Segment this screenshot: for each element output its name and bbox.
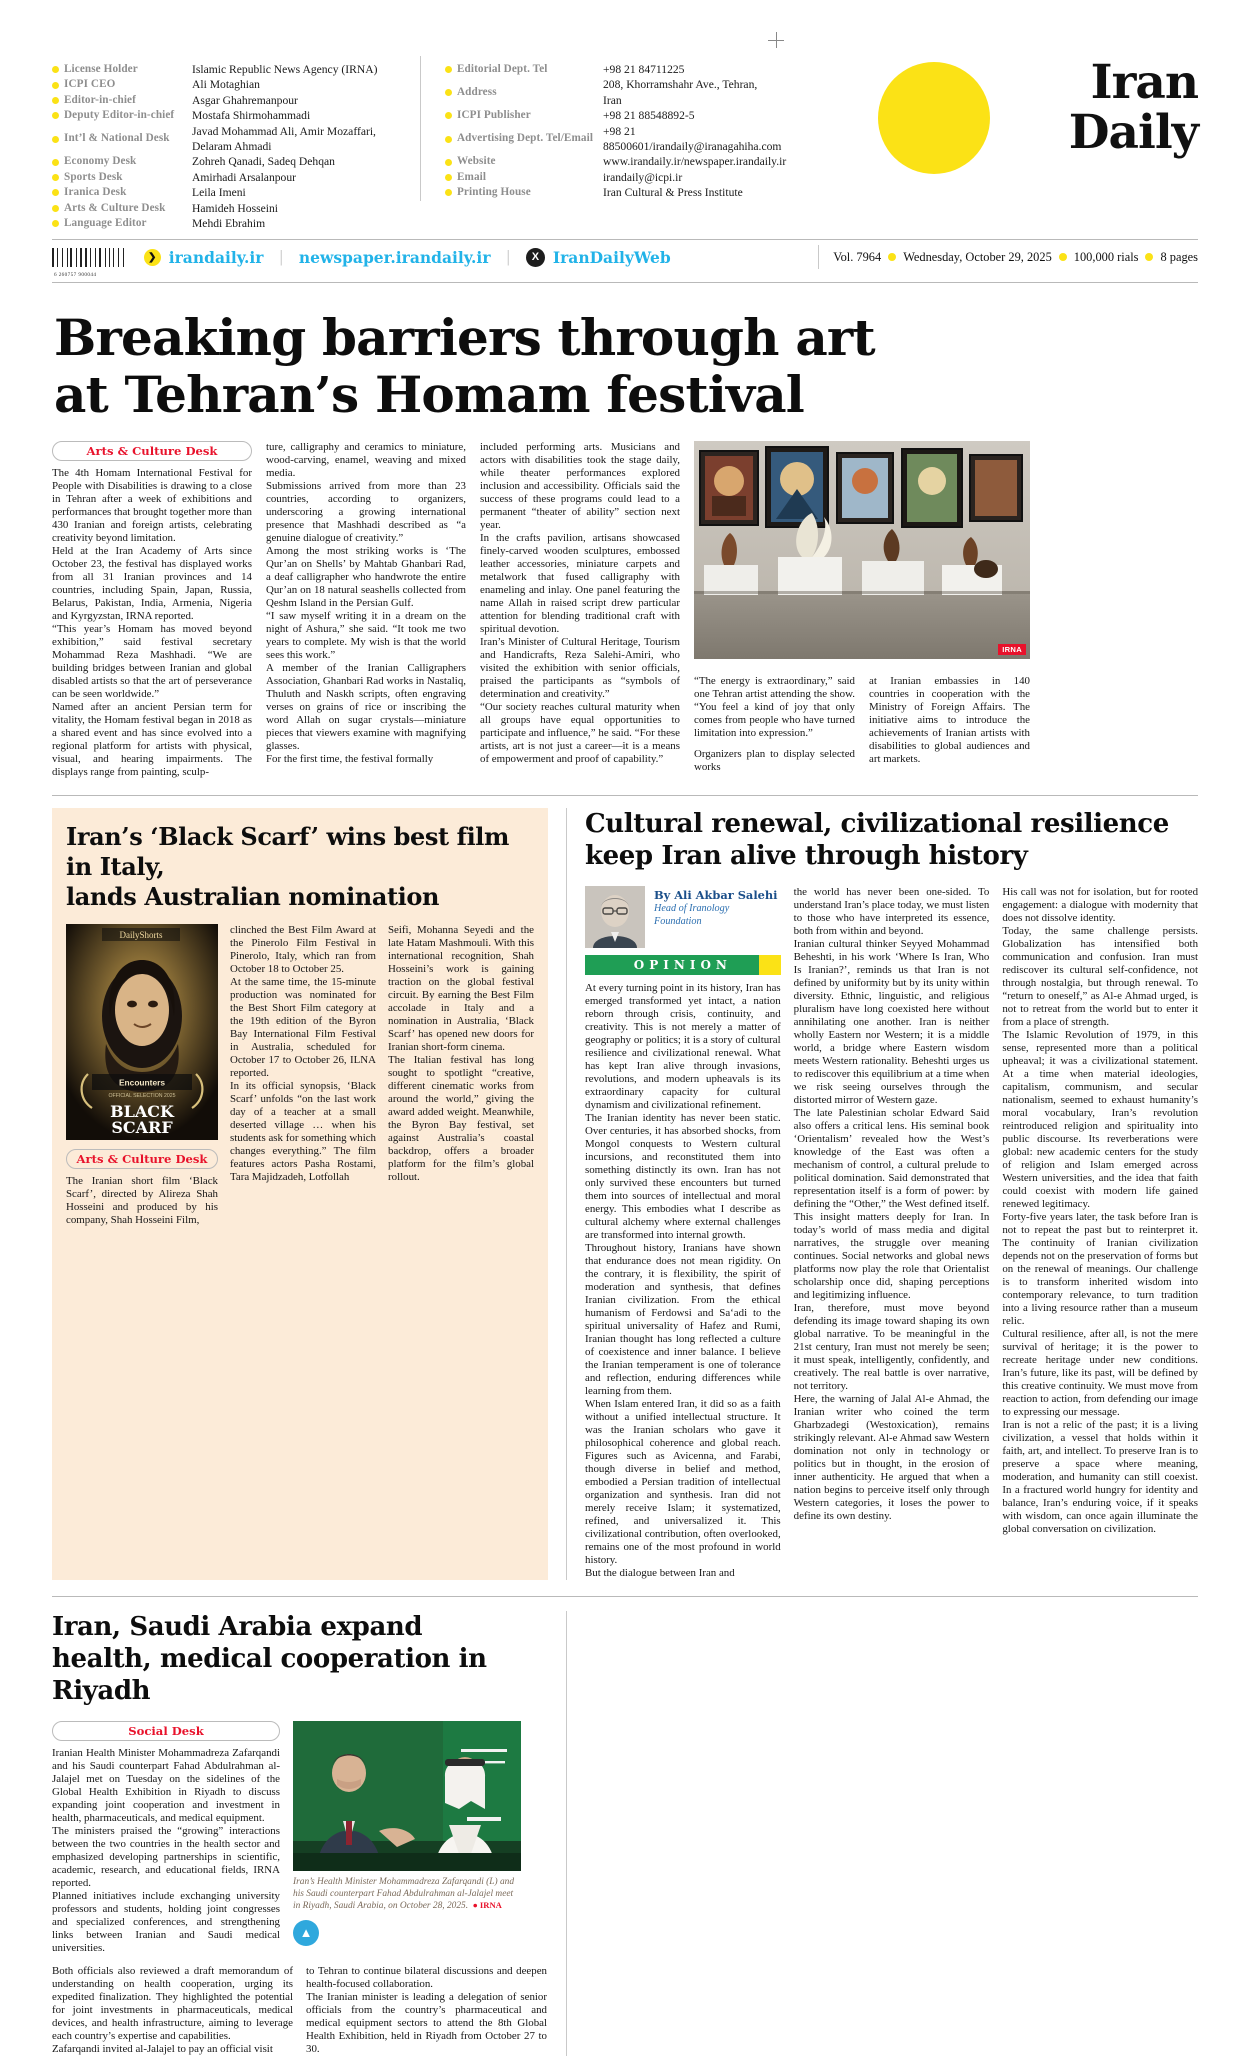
lead-story [52,441,1198,779]
logo-line-2: Daily [1068,105,1198,160]
saudi-headline [52,1611,548,1707]
bullet-icon-1 [888,253,896,261]
opinion-label-wrap [585,955,781,975]
saudi-paragraph: to Tehran to continue bilateral discussions and deepen health-focused collaboration. [306,1965,547,1991]
black-scarf-paragraph: The Italian festival has long sought to spotlight “creative, different cinematic works from around the world,” giving the award added weight. Meanwhile, the Byron Bay festival, set against Australia’s coastal backdrop, offers a broader platform for the film’s global rollout. [388,1054,534,1184]
masthead-contact-column [420,56,787,201]
photo-credit-badge: IRNA [998,644,1026,655]
bullet-icon [52,189,59,196]
masthead-contact-value: irandaily@icpi.ir [603,170,683,184]
masthead-contact-label-text: Website [457,155,496,168]
masthead-contact-label [445,62,603,77]
lead-paragraph: ture, calligraphy and ceramics to miniature, wood-carving, enamel, weaving and mixed media. [266,441,466,480]
page-sheet [52,56,1198,2056]
masthead-staff-label [52,62,192,77]
masthead-staff-label [52,124,192,155]
opinion-paragraph: When Islam entered Iran, it did so as a faith without a unified intellectual structure. It was the Iranian scholars who gave it philosophical coherence and global reach. Figures such as Avicenna, and Farabi, though diverse in belief and method, embodied a Persian tradition of intellectual organization and synthesis. Iran did not merely receive Islam; it systematized, refined, and universalized it. This civilizational contribution, often overlooked, remains one of the most profound in world history. [585,1398,781,1567]
bullet-icon [52,82,59,89]
lead-paragraph: In the crafts pavilion, artisans showcased finely-carved wooden sculptures, embossed leather accessories, miniature carpets and metalwork that fused calligraphy with enameling and inlay. One panel featuring the name Allah in raised script drew particular attention for blending traditional craft with spiritual devotion. [480,532,680,636]
barcode-bar [123,248,124,267]
x-twitter-icon[interactable]: X [526,248,545,267]
lead-column-3 [480,441,680,779]
opinion-paragraph: Today, the same challenge persists. Globalization has intensified both communication and confusion. Iran must rediscover its cultural self-confidence, not through nostalgia, but through renewal. To “return to oneself,” as Al-e Ahmad urged, is not to retreat from the world but to enter it from a place of strength. [1002,925,1199,1029]
bullet-icon [445,89,452,96]
saudi-paragraph: The Iranian minister is leading a delegation of senior officials from the country’s pharmaceutical and medical equipment sectors to attend the 8th Global Health Exhibition, held in Riyadh from October 27 to 30. [306,1991,547,2056]
masthead-staff-column [52,56,412,231]
masthead-staff-label [52,154,192,169]
masthead-staff-label-text: Editor-in-chief [64,93,136,106]
logo-text [1068,55,1198,160]
bullet-icon [52,136,59,143]
black-scarf-paragraph: In its official synopsis, ‘Black Scarf’ unfolds “on the last work day of a teacher at a small deserted village … when his students ask for something which changes everything.” The film features actors Pasha Rostami, Tara Majidzadeh, Lotfollah [230,1080,376,1184]
masthead-staff-value: Amirhadi Arsalanpour [192,170,296,184]
barcode-bar [70,248,72,267]
barcode-bar [62,248,63,267]
masthead-staff-value: Zohreh Qanadi, Sadeq Dehqan [192,155,335,169]
masthead-contact-value: 208, Khorramshahr Ave., Tehran, Iran [603,78,758,107]
barcode-bar [55,248,56,267]
lead-paragraph: Organizers plan to display selected works [694,748,855,774]
bullet-icon [445,174,452,181]
bottom-section [52,1611,1198,2056]
opinion-paragraph: The Iranian identity has never been static. Over centuries, it has absorbed shocks, from Mongol conquests to Western cultural incursions, and reconstituted them into something distinctly its own. Iran has not only survived these encounters but turned them into sources of intellectual and moral energy. This embodies what I describe as cultural alchemy where external challenges are transformed into internal growth. [585,1112,781,1242]
black-scarf-column-3 [388,924,534,1227]
link-newspaper-irandaily-ir[interactable]: newspaper.irandaily.ir [298,247,491,267]
masthead-staff-label [52,108,192,123]
barcode-bar [52,248,54,267]
opinion-author-role-1: Head of Iranology [654,903,730,915]
crop-mark-icon [768,32,784,48]
barcode-bar [113,248,114,267]
barcode-bar [90,248,91,267]
svg-text:SCARF: SCARF [111,1118,173,1138]
barcode-bar [107,248,108,267]
link-separator-2: | [506,247,510,267]
bullet-icon-2 [1059,253,1067,261]
masthead-contact-label-text: ICPI Publisher [457,109,531,122]
barcode-bar [105,248,106,267]
barcode-bar [78,248,79,267]
saudi-headline-line-1: Iran, Saudi Arabia expand [52,1612,423,1643]
lead-paragraph: For the first time, the festival formally [266,753,434,766]
iran-daily-logo [868,52,1198,182]
bullet-icon [52,97,59,104]
masthead-contact-label-text: Address [457,86,497,99]
opinion-paragraph: At every turning point in its history, Iran has emerged transformed yet intact, a nation reborn through crisis, continuity, and creativity. This is not merely a matter of geography or politics; it is a story of cultural resilience and civilizational renewal. What has kept Iran alive through invasions, revolutions, and modern upheavals is its extraordinary capacity for cultural dynamism and civilizational refinement. [585,982,781,1112]
saudi-headline-line-2: health, medical cooperation in Riyadh [52,1644,487,1707]
masthead-contact-value: +98 21 88500601/irandaily@iranagahiha.com [603,124,782,154]
issue-pages: 8 pages [1160,249,1198,264]
masthead-staff-value: Leila Imeni [192,186,246,200]
bullet-icon [52,220,59,227]
lead-column-4 [694,667,855,774]
barcode-bar [58,248,60,267]
masthead-contact-value: +98 21 84711225 [603,63,685,76]
lead-paragraph: Held at the Iran Academy of Arts since October 23, the festival has displayed works from all 31 Iranian provinces and 14 countries, including Spain, Japan, Russia, Belarus, Pakistan, India, Armenia, Nigeria and Kyrgyzstan, IRNA reported. [52,545,252,623]
black-scarf-paragraph: The Iranian short film ‘Black Scarf’, directed by Alireza Shah Hosseini and produced by his company, Shah Hosseini Film, [66,1175,218,1227]
author-portrait [585,886,645,948]
masthead-contact-value: Iran Cultural & Press Institute [603,186,743,200]
opinion-paragraph: Cultural resilience, after all, is not the mere survival of heritage; it is the power to recreate heritage under new conditions. Iran’s future, like its past, will be defined by this creative continuity. We must move from reaction to action, from defending our image to expressing our message. [1002,1328,1199,1419]
lead-photo-block [694,441,1030,779]
info-bar [52,240,1198,278]
desk-badge-arts-culture: Arts & Culture Desk [52,441,252,461]
masthead-contact-label-text: Printing House [457,186,531,199]
barcode-bar [95,248,96,267]
masthead-staff-value: Mehdi Ebrahim [192,217,266,231]
masthead-staff-value: Ali Motaghian [192,78,260,92]
masthead-contact-label [445,154,603,169]
masthead-contact-label [445,124,603,155]
masthead-contact-label [445,185,603,200]
black-scarf-columns [66,924,534,1227]
saudi-photo-image [293,1721,521,1871]
black-scarf-column-2 [230,924,376,1227]
masthead-staff-label-text: Iranica Desk [64,186,127,199]
masthead-contact-label [445,108,603,123]
logo-circle-icon [878,62,990,174]
masthead-staff-row [52,154,412,169]
masthead-contact-value: www.irandaily.ir/newspaper.irandaily.ir [603,155,787,169]
bullet-icon [52,159,59,166]
masthead-staff-label [52,216,192,231]
lead-paragraph: “The energy is extraordinary,” said one Tehran artist attending the show. “You feel a kind of joy that only comes from people who have turned limitation into expression.” [694,675,855,740]
black-scarf-headline [66,822,534,912]
opinion-paragraph: The late Palestinian scholar Edward Said also offers a critical lens. His seminal book ‘Orientalism’ revealed how the West’s knowledge of the East was often a mechanism of control, a cultural prelude to political domination. Said demonstrated that representation itself is a form of power: by defining the “Other,” the West defined itself. This insight matters deeply for Iran. In today’s world of mass media and digital narratives, the struggle over meaning continues. Social networks and global news platforms now play the role that Orientalist scholarship once did, shaping perceptions and legitimizing influence. [793,1107,990,1302]
opinion-paragraph: Here, the warning of Jalal Al-e Ahmad, the Iranian writer who coined the term Gharbzadegi (Westoxication), remains strikingly relevant. Al-e Ahmad saw Western domination not only in technology or politics but in thought, in the erosion of inner authenticity. He argued that when a nation begins to perceive itself only through Western categories, it loses the power to define its own destiny. [793,1393,990,1523]
avatar [585,886,645,948]
masthead-staff-row [52,93,412,108]
black-scarf-paragraph: At the same time, the 15-minute production was nominated for the Best Short Film category at the 19th edition of the Byron Bay International Film Festival in Australia, scheduled for October 17 to October 26, ILNA reported. [230,976,376,1080]
black-scarf-poster-column [66,924,218,1227]
masthead-staff-row [52,170,412,185]
black-scarf-paragraph: clinched the Best Film Award at the Pinerolo Film Festival in Pinerolo, Italy, which ran from October 18 to October 25. [230,924,376,976]
black-scarf-headline-line-2: lands Australian nomination [66,882,440,912]
masthead-staff-value: Asgar Ghahremanpour [192,93,298,107]
svg-text:OFFICIAL SELECTION 2025: OFFICIAL SELECTION 2025 [108,1093,176,1100]
masthead-staff-label-text: Language Editor [64,217,147,230]
opinion-author-meta [654,886,778,948]
barcode-bar [64,248,66,267]
lead-paragraph: Among the most striking works is ‘The Qur’an on Shells’ by Mahtab Ghanbari Rad, a deaf calligrapher who handwrote the entire Qur’an on 18 natural seashells collected from Qeshm Island in the Persian Gulf. [266,545,466,610]
barcode-icon [52,248,126,267]
lead-photo [694,441,1030,659]
expand-photo-button[interactable]: ▲ [293,1920,319,1946]
masthead-contact-row [445,170,778,185]
svg-text:Encounters: Encounters [118,1077,166,1088]
masthead-staff-value: Islamic Republic News Agency (IRNA) [192,63,378,76]
lead-paragraph: “I saw myself writing it in a dream on the night of Ashura,” she said. “It took me two years to complete. My wish is that the world sees this work.” [266,610,466,662]
lead-paragraph: at Iranian embassies in 140 countries in cooperation with the Ministry of Foreign Affairs. The initiative aims to introduce the achievements of Iranian artists with disabilities to global audiences and art markets. [869,675,1030,766]
saudi-paragraph: Planned initiatives include exchanging university professors and students, holding joint congresses and specialized conferences, and strengthening links between Iranian and Saudi medical universities. [52,1890,280,1955]
chevron-right-icon: ❯ [144,249,161,266]
link-separator-1: | [279,247,283,267]
masthead-staff-label [52,170,192,185]
masthead-staff-label-text: Arts & Culture Desk [64,201,166,214]
bullet-icon-3 [1145,253,1153,261]
headline-line-2: at Tehran’s Homam festival [54,365,805,425]
bullet-icon [445,136,452,143]
masthead-contact-label [445,77,603,108]
opinion-paragraph: His call was not for isolation, but for rooted engagement: a dialogue with modernity that does not dissolve identity. [1002,886,1199,925]
barcode-bar [73,248,75,267]
lead-photo-image [694,441,1030,659]
barcode-bar [88,248,89,267]
opinion-paragraph: the world has never been one-sided. To understand Iran’s place today, we must listen to those who have interpreted its essence, both from within and beyond. [793,886,990,938]
page-title [54,309,1198,423]
lead-paragraph: The 4th Homam International Festival for People with Disabilities is drawing to a close in Tehran after a week of exhibitions and performances that brought together more than 430 Iranian and foreign artists, celebrating creativity beyond limitation. [52,467,252,545]
opinion-paragraph: The Islamic Revolution of 1979, in this sense, represented more than a political upheaval; it was a civilizational statement. At a time when material ideologies, capitalism, communism, and secular nationalism, seemed to exhaust humanity’s moral vocabulary, Iran’s revolution reintroduced religion and spirituality into public discourse. Its reverberations were global: new academic centers for the study of religion and Islam emerged across Western universities, and the idea that faith could coexist with modern life gained renewed legitimacy. [1002,1029,1199,1211]
info-bar-links [52,247,671,278]
masthead-contact-row [445,124,782,155]
lead-column-5 [869,667,1030,774]
masthead-staff-row [52,124,412,155]
saudi-photo-caption [293,1877,521,1912]
headline-line-1: Breaking barriers through art [54,308,875,368]
masthead-contact-row [445,62,778,77]
bullet-icon [52,66,59,73]
barcode-bar [83,248,84,267]
opinion-paragraph: But the dialogue between Iran and [585,1567,735,1580]
barcode-bar [76,248,77,267]
opinion-author-role-2: Foundation [654,916,702,928]
lead-paragraph: “Our society reaches cultural maturity when all groups have equal opportunities to participate and influence,” he said. “For these artists, art is not just a career—it is a means of empowerment and proof of capability.” [480,701,680,766]
masthead-contact-row [445,77,778,108]
black-scarf-headline-line-1: Iran’s ‘Black Scarf’ wins best film in Italy, [66,822,509,882]
saudi-bottom-columns [52,1965,548,2056]
barcode-bar [102,248,104,267]
bullet-icon [445,159,452,166]
lead-paragraph: included performing arts. Musicians and actors with disabilities took the stage daily, while theater performances explored inclusion and accessibility. Officials said the success of these programs could lead to a permanent “theater of ability” section next year. [480,441,680,532]
issue-price: 100,000 rials [1073,249,1139,264]
saudi-column-b1 [52,1965,293,2056]
masthead-contact-label-text: Editorial Dept. Tel [457,63,548,75]
issue-info [818,245,1198,269]
lead-section-divider [52,795,1198,796]
lead-paragraph: Submissions arrived from more than 23 countries, according to organizers, underscoring a growing international presence that Mashhadi described as “a genuine dialogue of creativity.” [266,480,466,545]
opinion-headline [585,808,1198,872]
lead-column-1 [52,441,252,779]
barcode-bar [120,248,122,267]
masthead-contact-row [445,108,778,123]
opinion-author [585,886,781,948]
opinion-headline-line-1: Cultural renewal, civilizational resilience [585,809,1169,840]
saudi-paragraph: Both officials also reviewed a draft memorandum of understanding on health cooperation, urging its expedited finalization. They highlighted the potential for joint investments in pharmaceuticals, medical devices, and health infrastructure, aiming to leverage each country’s expertise and capabilities. [52,1965,293,2043]
barcode-bar [92,248,94,267]
masthead-staff-label-text: License Holder [64,63,138,75]
barcode-bar [99,248,101,267]
masthead-contact-label-text: Email [457,170,487,183]
lead-paragraph: “This year’s Homam has moved beyond exhibition,” said festival secretary Mohammad Reza Mashhadi. “We are building bridges between Iranian and global disabled artists so that the art of perseverance can be seen worldwide.” [52,623,252,701]
masthead-contact-row [445,185,778,200]
barcode-bar [68,248,69,267]
lead-paragraph: A member of the Iranian Calligraphers Association, Ghanbari Rad works in Nastaliq, Thuluth and Naskh scripts, often engraving verses on grains of rice or inscribing the word Allah on sugar crystals—miniature pieces that viewers examine with magnifying glasses. [266,662,466,753]
lead-photo-caption-cols [694,667,1030,774]
masthead-staff-label-text: Economy Desk [64,155,137,168]
saudi-caption-text: Iran’s Health Minister Mohammadreza Zafarqandi (L) and his Saudi counterpart Fahad Abdulrahman al-Jalajel meet in Riyadh, Saudi Arabia, on October 28, 2025. [293,1877,515,1911]
barcode-bar [85,248,87,267]
opinion-paragraph: Throughout history, Iranians have shown that endurance does not mean rigidity. On the contrary, it is flexibility, the spirit of moderation and synthesis, that defines Iranian civilization. From the ethical humanism of Ferdowsi and Sa‘adi to the spiritual universality of Hafez and Rumi, Iranian thought has long reflected a culture of coexistence and inner balance. I believe the Iranian temperament is one of tolerance and reflection, enduring differences while learning from them. [585,1242,781,1398]
saudi-paragraph: Iranian Health Minister Mohammadreza Zafarqandi and his Saudi counterpart Fahad Abdulrahman al-Jalajel met on Tuesday on the sidelines of the Global Health Exhibition in Riyadh to discuss expanding joint cooperation and investment in health, pharmaceuticals, and medical equipment. [52,1747,280,1825]
masthead-staff-value: Javad Mohammad Ali, Amir Mozaffari, Delaram Ahmadi [192,124,376,154]
barcode-bar [97,248,98,267]
masthead-staff-row [52,62,412,77]
lead-paragraph: Iran’s Minister of Cultural Heritage, Tourism and Handicrafts, Reza Salehi-Amiri, who visited the exhibition with senior officials, praised the participants as “symbols of determination and creativity.” [480,636,680,701]
bullet-icon [445,189,452,196]
link-irandaily-ir[interactable]: irandaily.ir [168,247,264,267]
opinion-column-2 [794,886,990,1580]
masthead-staff-row [52,108,412,123]
opinion-column-1 [585,886,781,1580]
issue-volume: Vol. 7964 [833,249,882,264]
masthead-staff-row [52,201,412,216]
masthead-staff-label-text: Sports Desk [64,170,123,183]
saudi-paragraph: Zafarqandi invited al-Jalajel to pay an official visit [52,2043,273,2056]
barcode-bar [111,248,112,267]
opinion-columns [585,886,1198,1580]
barcode-number: 6 260757 900044 [54,271,97,278]
bullet-icon [445,112,452,119]
black-scarf-poster-image [66,924,218,1140]
saudi-column-b2 [306,1965,547,2056]
barcode-bar [125,248,126,267]
bullet-icon [52,205,59,212]
barcode-bar [115,248,117,267]
masthead-contact-row [445,154,787,169]
masthead-staff-row [52,77,412,92]
bullet-icon [445,66,452,73]
desk-badge-social: Social Desk [52,1721,280,1741]
masthead-staff-label-text: ICPI CEO [64,78,116,91]
opinion-column-3 [1002,886,1198,1580]
masthead-staff-label [52,201,192,216]
masthead-staff-label-text: Int’l & National Desk [64,132,170,145]
opinion-label: OPINION [585,955,781,975]
barcode-bar [80,248,82,267]
masthead-staff-label-text: Deputy Editor-in-chief [64,109,175,122]
opinion-continuation [566,1611,1198,2056]
opinion-paragraph: Iran is not a relic of the past; it is a living civilization, a vessel that holds within it faith, art, and intellect. To preserve Iran is to preserve a space where meaning, moderation, and humanity can still coexist. In a fractured world hungry for identity and balance, Iran’s enduring voice, if it speaks with wisdom, can once again illuminate the global conversation on civilization. [1002,1419,1199,1536]
svg-text:BLACK: BLACK [110,1102,174,1122]
bullet-icon [52,112,59,119]
masthead-contact-label-text: Advertising Dept. Tel/Email [457,132,594,145]
middle-section [52,808,1198,1580]
black-scarf-article [52,808,548,1580]
middle-section-divider [52,1596,1198,1597]
opinion-article [566,808,1198,1580]
black-scarf-paragraph: Seifi, Mohanna Seyedi and the late Hatam Mashmouli. With this international recognition, Shah Hosseini’s work is gaining traction on the global festival circuit. By earning the Best Film accolade in Italy and a nomination in Australia, ‘Black Scarf’ has opened new doors for Iranian short-form cinema. [388,924,534,1054]
link-irandailyweb[interactable]: IranDailyWeb [552,247,671,267]
masthead-staff-value: Hamideh Hosseini [192,201,278,215]
masthead-staff-value: Mostafa Shirmohammadi [192,109,311,123]
opinion-headline-line-2: keep Iran alive through history [585,841,1028,872]
saudi-article [52,1611,548,2056]
masthead-staff-label [52,93,192,108]
saudi-columns [52,1721,548,1955]
barcode-bar [118,248,119,267]
saudi-paragraph: The ministers praised the “growing” interactions between the two countries in the health sector and emphasized developing partnerships in scientific, academic, research, and educational fields, IRNA reported. [52,1825,280,1890]
lead-column-2 [266,441,466,779]
saudi-caption-credit: ● IRNA [470,1899,502,1910]
saudi-photo-block [293,1721,521,1955]
masthead-contact-label [445,170,603,185]
saudi-column-1 [52,1721,280,1955]
saudi-photo [293,1721,521,1871]
opinion-paragraph: Iran, therefore, must move beyond defending its image toward shaping its own global narrative. To be meaningful in the 21st century, Iran must not merely be seen; it must speak, intelligently, confidently, and creatively. The real battle is over narrative, not territory. [793,1302,990,1393]
masthead-contact-value: +98 21 88548892-5 [603,109,695,123]
masthead-staff-row [52,185,412,200]
desk-badge-arts-culture-2: Arts & Culture Desk [66,1149,218,1169]
barcode-bar [67,248,68,267]
masthead [52,56,1198,231]
lead-paragraph: Named after an ancient Persian term for vitality, the Homam festival began in 2018 as a shared event and has since evolved into a regional platform for artists with physical, visual, and hearing impairments. The displays range from painting, sculp- [52,701,252,779]
logo-line-1: Iran [1090,55,1198,110]
opinion-author-name: By Ali Akbar Salehi [654,888,778,903]
opinion-paragraph: Forty-five years later, the task before Iran is not to repeat the past but to reinterpret it. The continuity of Iranian civilization depends not on the preservation of forms but on the renewal of meanings. Our challenge is to transform inherited wisdom into contemporary relevance, to turn tradition into a living resource rather than a museum relic. [1002,1211,1199,1328]
masthead-staff-row [52,216,412,231]
bullet-icon [52,174,59,181]
issue-date: Wednesday, October 29, 2025 [903,249,1052,264]
masthead-staff-label [52,77,192,92]
barcode-bar [109,248,111,267]
opinion-paragraph: Iranian cultural thinker Seyyed Mohammad Beheshti, in his work ‘Where Is Iran, Who Is Iranian?’, reminds us that Iran is not defined by uniformity but by its unity within diversity. Ethnic, linguistic, and religious pluralism have long coexisted here without annihilating one another. Iran is neither wholly Eastern nor Western; it is a middle world, a bridge where Eastern wisdom meets Western rationality. Beheshti urges us to rediscover this equilibrium at a time when we risk seeing ourselves through the distorted mirror of Western gaze. [793,938,990,1107]
black-scarf-poster [66,924,218,1140]
masthead-staff-label [52,185,192,200]
svg-text:DailyShorts: DailyShorts [119,930,163,941]
info-bar-divider [52,282,1198,283]
barcode-bar [57,248,58,267]
